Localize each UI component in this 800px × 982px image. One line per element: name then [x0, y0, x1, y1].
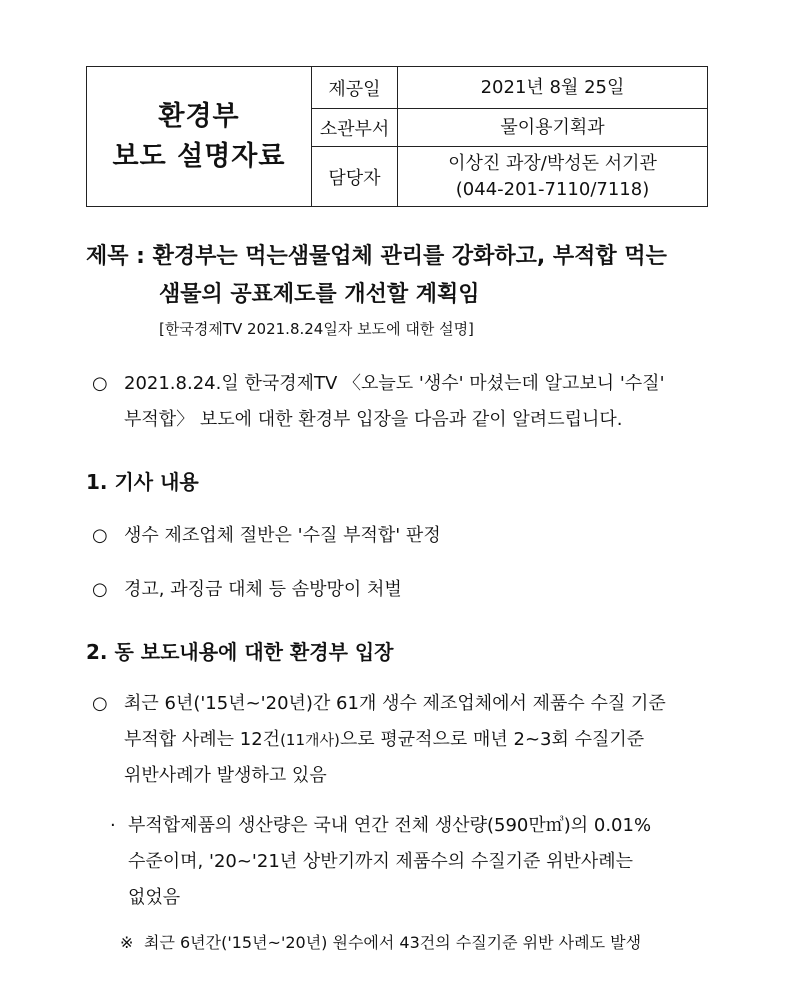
sub-line2: 수준이며, '20~'21년 상반기까지 제품수의 수질기준 위반사례는 — [128, 851, 634, 872]
section2-line3: 위반사례가 발생하고 있음 — [124, 765, 327, 786]
reference-mark-icon: ※ — [120, 933, 134, 952]
section1-item-1 — [92, 518, 441, 554]
circle-bullet-icon: ○ — [92, 579, 108, 600]
section1-item-1-text: 생수 제조업체 절반은 '수질 부적합' 판정 — [124, 525, 441, 546]
org-cell — [87, 67, 312, 207]
dot-bullet-icon: · — [110, 815, 116, 836]
title-text-1: 환경부는 먹는샘물업체 관리를 강화하고, 부적합 먹는 — [152, 244, 667, 269]
section2-subpoint — [110, 808, 651, 916]
intro-line2: 부적합〉 보도에 대한 환경부 입장을 다음과 같이 알려드립니다. — [124, 409, 623, 430]
circle-bullet-icon: ○ — [92, 693, 108, 714]
section2-heading: 2. 동 보도내용에 대한 환경부 입장 — [86, 640, 394, 664]
date-label: 제공일 — [312, 67, 398, 109]
contact-label: 담당자 — [312, 147, 398, 207]
intro-paragraph — [92, 366, 665, 438]
title-prefix: 제목 : — [86, 244, 153, 269]
section1-heading: 1. 기사 내용 — [86, 470, 199, 494]
department-label: 소관부서 — [312, 109, 398, 147]
title-line1 — [86, 240, 726, 274]
doc-type: 보도 설명자료 — [112, 140, 286, 172]
section2-line2-b: (11개사) — [280, 731, 340, 749]
title-block — [86, 240, 726, 340]
sub-line3: 없었음 — [128, 887, 181, 908]
circle-bullet-icon: ○ — [92, 525, 108, 546]
title-line2: 샘물의 공표제도를 개선할 계획임 — [159, 282, 480, 307]
intro-line1: 2021.8.24.일 한국경제TV 〈오늘도 '생수' 마셨는데 알고보니 '수질' — [124, 373, 665, 394]
note — [120, 930, 641, 953]
section2-line1: 최근 6년('15년~'20년)간 61개 생수 제조업체에서 제품수 수질 기준 — [124, 693, 666, 714]
section1-item-2 — [92, 572, 402, 608]
section2-line2-a: 부적합 사례는 12건 — [124, 729, 281, 750]
date-value: 2021년 8월 25일 — [398, 67, 708, 109]
sub-line1: 부적합제품의 생산량은 국내 연간 전체 생산량(590만㎥)의 0.01% — [128, 815, 652, 836]
header-table — [86, 66, 708, 207]
section2-paragraph — [92, 686, 666, 794]
contact-phone: (044-201-7110/7118) — [455, 178, 650, 200]
org-name: 환경부 — [158, 100, 240, 132]
circle-bullet-icon: ○ — [92, 373, 108, 394]
department-value: 물이용기획과 — [398, 109, 708, 147]
contact-value — [398, 147, 708, 207]
note-text: 최근 6년간('15년~'20년) 원수에서 43건의 수질기준 위반 사례도 발생 — [144, 933, 642, 952]
title-reference: [한국경제TV 2021.8.24일자 보도에 대한 설명] — [159, 320, 474, 338]
section2-line2-c: 으로 평균적으로 매년 2~3회 수질기준 — [339, 729, 645, 750]
section2-line2 — [92, 722, 666, 758]
section1-item-2-text: 경고, 과징금 대체 등 솜방망이 처벌 — [124, 579, 402, 600]
contact-names: 이상진 과장/박성돈 서기관 — [448, 152, 657, 174]
